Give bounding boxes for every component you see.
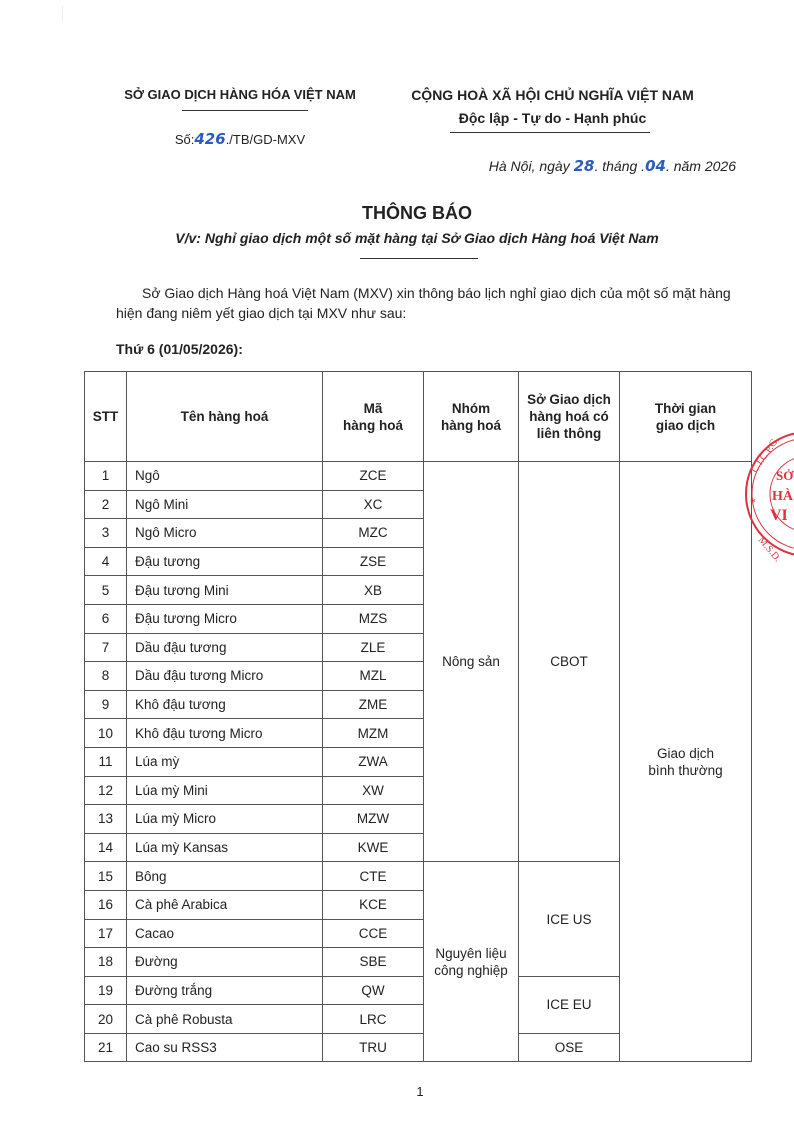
cell-code: ZSE <box>323 547 424 576</box>
cell-name: Cà phê Robusta <box>127 1005 323 1034</box>
seal-inner-line2: HÀ <box>772 489 793 504</box>
cell-stt: 10 <box>85 719 127 748</box>
cell-code: XC <box>323 490 424 519</box>
header-exchange <box>519 372 620 462</box>
cell-name: Ngô Mini <box>127 490 323 519</box>
cell-stt: 18 <box>85 948 127 977</box>
header-code-line2: hàng hoá <box>343 417 403 433</box>
cell-stt: 16 <box>85 890 127 919</box>
cell-code: ZWA <box>323 747 424 776</box>
cell-code: LRC <box>323 1005 424 1034</box>
cell-name: Cao su RSS3 <box>127 1033 323 1062</box>
document-title: THÔNG BÁO <box>362 203 472 223</box>
cell-name: Đậu tương <box>127 547 323 576</box>
seal-text-bottom: M.S.D. <box>755 534 783 565</box>
header-exchange-line1: Sở Giao dịch <box>527 392 611 407</box>
national-title: CỘNG HOÀ XÃ HỘI CHỦ NGHĨA VIỆT NAM <box>411 87 694 103</box>
cell-stt: 6 <box>85 604 127 633</box>
cell-name: Lúa mỳ Kansas <box>127 833 323 862</box>
cell-code: SBE <box>323 948 424 977</box>
cell-group-agri: Nông sản <box>424 462 519 862</box>
header-group-line1: Nhóm <box>451 400 491 416</box>
cell-name: Lúa mỳ Mini <box>127 776 323 805</box>
cell-stt: 7 <box>85 633 127 662</box>
cell-name: Đậu tương Micro <box>127 604 323 633</box>
cell-stt: 11 <box>85 747 127 776</box>
cell-code: CTE <box>323 862 424 891</box>
cell-exchange-ice-us: ICE US <box>519 862 620 976</box>
scan-artifact <box>62 6 63 22</box>
cell-code: MZM <box>323 719 424 748</box>
date-month-handwritten: 04 <box>645 157 666 175</box>
date-prefix: Hà Nội, ngày <box>488 158 574 174</box>
cell-code: TRU <box>323 1033 424 1062</box>
cell-name: Đường <box>127 948 323 977</box>
cell-stt: 15 <box>85 862 127 891</box>
header-trading-time <box>620 372 752 462</box>
cell-code: MZC <box>323 519 424 548</box>
cell-name: Đường trắng <box>127 976 323 1005</box>
cell-stt: 3 <box>85 519 127 548</box>
cell-code: KWE <box>323 833 424 862</box>
cell-stt: 14 <box>85 833 127 862</box>
seal-text-top: C.I.C.P.G. <box>749 435 782 475</box>
header-name: Tên hàng hoá <box>127 372 323 462</box>
header-time-line2: giao dịch <box>655 417 716 433</box>
cell-name: Cà phê Arabica <box>127 890 323 919</box>
cell-stt: 19 <box>85 976 127 1005</box>
cell-name: Ngô Micro <box>127 519 323 548</box>
cell-exchange-cbot: CBOT <box>519 462 620 862</box>
document-subject: V/v: Nghỉ giao dịch một số mặt hàng tại Sở Giao dịch Hàng hoá Việt Nam <box>175 230 659 246</box>
group-industrial-line1: Nguyên liệu <box>435 945 507 961</box>
intro-paragraph: Sở Giao dịch Hàng hoá Việt Nam (MXV) xin thông báo lịch nghỉ giao dịch của một số mặt hàng hiện đang niêm yết giao dịch tại MXV như sau: <box>116 285 731 321</box>
cell-code: ZLE <box>323 633 424 662</box>
header-group <box>424 372 519 462</box>
cell-code: KCE <box>323 890 424 919</box>
cell-name: Dầu đậu tương <box>127 633 323 662</box>
header-code-line1: Mã <box>363 400 383 416</box>
page-number: 1 <box>416 1084 424 1099</box>
cell-stt: 13 <box>85 805 127 834</box>
cell-code: MZS <box>323 604 424 633</box>
date-line <box>420 157 736 175</box>
cell-stt: 17 <box>85 919 127 948</box>
cell-stt: 5 <box>85 576 127 605</box>
cell-stt: 21 <box>85 1033 127 1062</box>
cell-name: Cacao <box>127 919 323 948</box>
header-group-line2: hàng hoá <box>441 417 501 433</box>
cell-code: ZME <box>323 690 424 719</box>
trading-time-line1: Giao dịch <box>656 745 715 761</box>
cell-name: Dầu đậu tương Micro <box>127 662 323 691</box>
cell-stt: 9 <box>85 690 127 719</box>
seal-inner-line3: VI <box>770 507 788 524</box>
cell-code: XW <box>323 776 424 805</box>
official-seal <box>744 422 794 572</box>
cell-name: Khô đậu tương Micro <box>127 719 323 748</box>
cell-code: QW <box>323 976 424 1005</box>
cell-name: Ngô <box>127 462 323 491</box>
cell-name: Lúa mỳ <box>127 747 323 776</box>
cell-code: ZCE <box>323 462 424 491</box>
date-day-handwritten: 28 <box>573 157 595 175</box>
cell-group-industrial <box>424 862 519 1062</box>
header-time-line1: Thời gian <box>654 400 717 416</box>
cell-stt: 20 <box>85 1005 127 1034</box>
header-code <box>323 372 424 462</box>
cell-stt: 8 <box>85 662 127 691</box>
subject-underline <box>360 258 478 259</box>
group-industrial-line2: công nghiệp <box>434 962 508 978</box>
cell-exchange-ose: OSE <box>519 1033 620 1062</box>
date-suffix: . năm 2026 <box>665 158 736 174</box>
doc-number-suffix: ./TB/GD-MXV <box>225 132 306 147</box>
motto-underline <box>450 132 650 133</box>
issuing-organization: SỞ GIAO DỊCH HÀNG HÓA VIỆT NAM <box>124 87 356 102</box>
cell-name: Lúa mỳ Micro <box>127 805 323 834</box>
seal-inner-line1: SỞ <box>776 468 794 483</box>
national-motto: Độc lập - Tự do - Hạnh phúc <box>458 110 647 126</box>
cell-name: Đậu tương Mini <box>127 576 323 605</box>
header-exchange-line2: hàng hoá có <box>529 409 609 424</box>
organization-underline <box>182 110 308 111</box>
cell-code: XB <box>323 576 424 605</box>
date-mid: . tháng . <box>594 158 646 174</box>
cell-code: MZL <box>323 662 424 691</box>
cell-stt: 1 <box>85 462 127 491</box>
header-stt: STT <box>85 372 127 462</box>
cell-name: Bông <box>127 862 323 891</box>
commodity-table <box>84 371 752 1062</box>
cell-stt: 12 <box>85 776 127 805</box>
table-row <box>85 462 752 491</box>
cell-code: MZW <box>323 805 424 834</box>
cell-stt: 4 <box>85 547 127 576</box>
trading-time-line2: bình thường <box>648 762 723 778</box>
cell-code: CCE <box>323 919 424 948</box>
cell-stt: 2 <box>85 490 127 519</box>
header-exchange-line3: liên thông <box>536 426 602 441</box>
seal-star-icon: * <box>750 495 756 509</box>
table-header-row <box>85 372 752 462</box>
day-heading: Thứ 6 (01/05/2026): <box>116 341 243 357</box>
cell-exchange-ice-eu: ICE EU <box>519 976 620 1033</box>
document-number <box>120 130 360 148</box>
doc-number-handwritten: 426 <box>194 130 226 148</box>
doc-number-prefix: Số: <box>174 132 195 147</box>
cell-trading-time <box>620 462 752 1062</box>
cell-name: Khô đậu tương <box>127 690 323 719</box>
